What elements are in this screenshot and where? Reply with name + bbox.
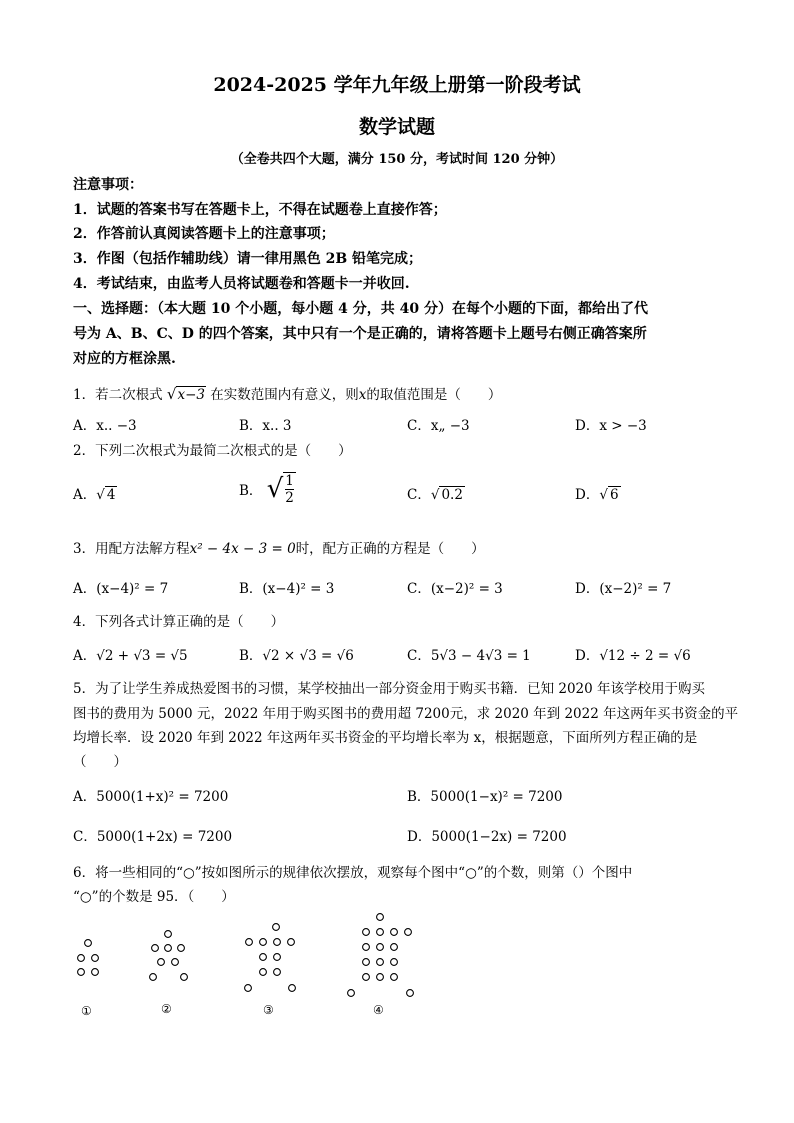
pattern-circle <box>288 939 295 946</box>
q5-option-c: C．5000(1+2x) = 7200 <box>73 829 233 845</box>
pattern-circle <box>158 959 165 966</box>
exam-title: 2024-2025 学年九年级上册第一阶段考试 <box>213 74 581 96</box>
pattern-circle <box>245 985 252 992</box>
figure-3-circles <box>245 924 296 992</box>
q4-option-a: A．√2 + √3 = √5 <box>73 648 188 664</box>
pattern-circle <box>181 974 188 981</box>
q2-label-a: A． <box>73 487 97 503</box>
question-6-line: “○”的个数是 95．（ ） <box>73 889 235 905</box>
pattern-circle <box>377 944 384 951</box>
figure-label-3: ③ <box>263 1003 274 1017</box>
q2-option-a: A．√ 4 <box>73 487 116 503</box>
question-4-stem: 4．下列各式计算正确的是（ ） <box>73 614 285 630</box>
notice-item: 4．考试结束，由监考人员将试题卷和答题卡一并收回. <box>73 276 410 292</box>
pattern-circle <box>260 969 267 976</box>
q3-option-a: A．(x−4)² = 7 <box>73 581 169 597</box>
q3-equation: x² − 4x − 3 = 0 <box>189 541 296 557</box>
q1-var: x <box>358 387 367 403</box>
pattern-circle <box>172 959 179 966</box>
pattern-circle <box>405 929 412 936</box>
pattern-circle <box>348 990 355 997</box>
q1-option-a: A．x.. −3 <box>73 418 137 434</box>
q1-option-d: D．x > −3 <box>575 418 647 434</box>
pattern-circle <box>363 944 370 951</box>
pattern-circle <box>391 974 398 981</box>
notice-item: 2．作答前认真阅读答题卡上的注意事项； <box>73 226 335 242</box>
q1-radicand: x−3 <box>177 387 205 403</box>
exam-subtitle: 数学试题 <box>358 116 435 138</box>
question-5-line: 图书的费用为 5000 元，2022 年用于购买图书的费用超 7200元，求 2020 年到 2022 年这两年买书资金的平 <box>73 706 739 722</box>
pattern-circle <box>260 939 267 946</box>
pattern-circle <box>260 954 267 961</box>
question-3-stem <box>73 537 485 557</box>
q3-option-c: C．(x−2)² = 3 <box>407 581 503 597</box>
q2-radicand-a: 4 <box>106 487 116 503</box>
pattern-circle <box>363 974 370 981</box>
q5-option-d: D．5000(1−2x) = 7200 <box>407 829 567 845</box>
pattern-circle <box>165 931 172 938</box>
pattern-circle <box>391 929 398 936</box>
q3-option-d: D．(x−2)² = 7 <box>575 581 672 597</box>
section-instructions: 对应的方框涂黑. <box>73 351 176 367</box>
pattern-circle <box>407 990 414 997</box>
q1-radical: √x−3 <box>166 385 205 403</box>
pattern-circle <box>85 940 92 947</box>
notice-heading: 注意事项： <box>73 177 143 193</box>
notice-item: 1．试题的答案书写在答题卡上，不得在试题卷上直接作答； <box>73 202 447 218</box>
figure-label-1: ① <box>81 1004 92 1018</box>
pattern-circle <box>363 929 370 936</box>
q3-option-b: B．(x−4)² = 3 <box>239 581 335 597</box>
pattern-circle <box>377 974 384 981</box>
question-1-stem <box>73 383 501 403</box>
section-instructions: 号为 A、B、C、D 的四个答案，其中只有一个是正确的，请将答题卡上题号右侧正确答案所 <box>73 326 647 342</box>
notice-item: 3．作图（包括作辅助线）请一律用黑色 2B 铅笔完成； <box>73 251 423 267</box>
pattern-circle <box>391 959 398 966</box>
pattern-circle <box>92 955 99 962</box>
pattern-circle <box>391 944 398 951</box>
pattern-circle <box>377 929 384 936</box>
q2-radicand-d: 6 <box>609 487 619 503</box>
q1-text-post: 在实数范围内有意义，则 <box>210 387 359 403</box>
q3-text-post: 时，配方正确的方程是（ ） <box>295 541 485 557</box>
q2-option-c: C．√ 0.2 <box>407 487 463 503</box>
q2-label-d: D． <box>575 487 600 503</box>
pattern-circle <box>78 969 85 976</box>
q2-frac-den: 2 <box>285 490 294 506</box>
q3-text-pre: 3．用配方法解方程 <box>73 541 190 557</box>
q1-text-pre: 1．若二次根式 <box>73 387 163 403</box>
pattern-circle <box>363 959 370 966</box>
pattern-circle <box>377 914 384 921</box>
section-instructions: 一、选择题：（本大题 10 个小题，每小题 4 分，共 40 分）在每个小题的下面，都给出了代 <box>73 301 648 317</box>
figure-1-circles <box>78 940 99 976</box>
pattern-circle <box>274 954 281 961</box>
pattern-circle <box>165 945 172 952</box>
figure-label-4: ④ <box>373 1003 384 1017</box>
q2-radical-b: √ $\frac{1}{2}$ <box>266 473 294 506</box>
question-5-line: （ ） <box>73 754 127 770</box>
pattern-circle <box>246 939 253 946</box>
pattern-circle <box>92 969 99 976</box>
question-5-line: 均增长率．设 2020 年到 2022 年这两年买书资金的平均增长率为 x，根据题意，下面所列方程正确的是 <box>73 730 698 746</box>
q2-option-b <box>239 472 296 506</box>
question-2-stem: 2．下列二次根式为最简二次根式的是（ ） <box>73 443 352 459</box>
pattern-circle <box>150 974 157 981</box>
question-5-line: 5．为了让学生养成热爱图书的习惯，某学校抽出一部分资金用于购买书籍．已知 2020 年该学校用于购买 <box>73 681 706 697</box>
figure-4-circles <box>348 914 414 997</box>
pattern-circle <box>152 945 159 952</box>
q2-frac-num: 1 <box>285 473 294 489</box>
q1-text-post2: 的取值范围是（ ） <box>366 387 502 403</box>
q4-option-b: B．√2 × √3 = √6 <box>239 648 354 664</box>
q2-radicand-c: 0.2 <box>441 487 463 503</box>
figure-2-circles <box>150 931 188 981</box>
q1-option-b: B．x.. 3 <box>239 418 292 434</box>
pattern-circle <box>273 924 280 931</box>
q1-option-c: C．x„ −3 <box>407 418 470 434</box>
q5-option-a: A．5000(1+x)² = 7200 <box>73 789 229 805</box>
q4-option-c: C．5√3 − 4√3 = 1 <box>407 648 531 664</box>
question-6-line: 6．将一些相同的“○”按如图所示的规律依次摆放，观察每个图中“○”的个数，则第（）个图中 <box>73 865 633 881</box>
q4-option-d: D．√12 ÷ 2 = √6 <box>575 648 691 664</box>
pattern-circle <box>178 945 185 952</box>
exam-note: （全卷共四个大题，满分 150 分，考试时间 120 分钟） <box>230 152 564 167</box>
q6-pattern-figure <box>0 900 794 1030</box>
q2-option-d: D．√ 6 <box>575 487 619 503</box>
pattern-circle <box>274 939 281 946</box>
pattern-circle <box>289 985 296 992</box>
figure-label-2: ② <box>161 1002 172 1016</box>
pattern-circle <box>377 959 384 966</box>
q2-label-b: B． <box>239 483 263 499</box>
q2-label-c: C． <box>407 487 431 503</box>
q5-option-b: B．5000(1−x)² = 7200 <box>407 789 563 805</box>
pattern-circle <box>78 955 85 962</box>
pattern-circle <box>274 969 281 976</box>
